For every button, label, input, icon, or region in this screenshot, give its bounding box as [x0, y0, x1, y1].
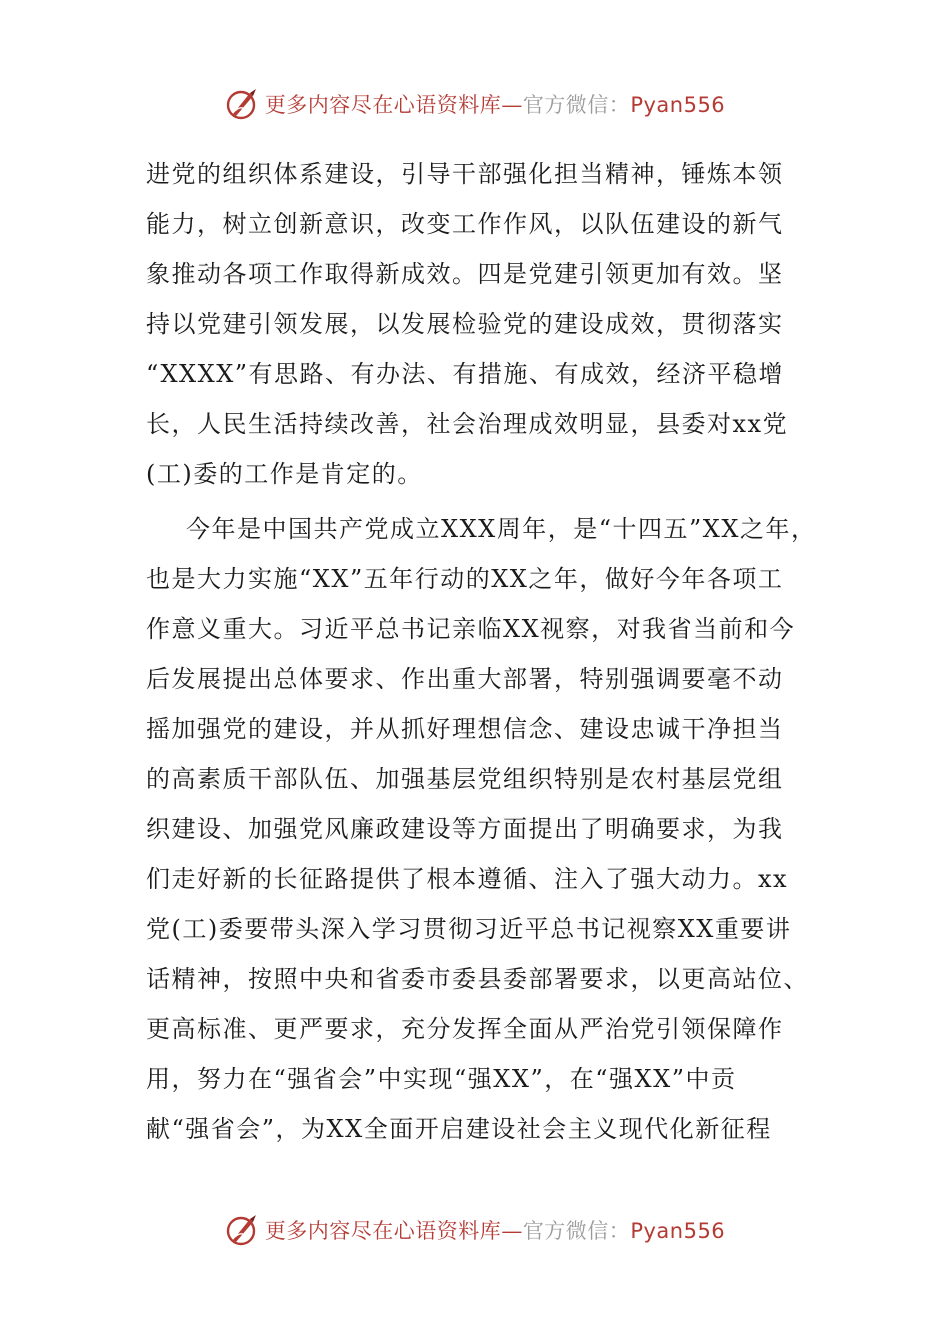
footer-site-text: 更多内容尽在心语资料库 [264, 1219, 502, 1243]
footer-banner [0, 1210, 950, 1250]
footer-wechat-id: Pyan556 [630, 1219, 726, 1243]
text-line: 也是大力实施“XX”五年行动的XX之年，做好今年各项工 [146, 565, 784, 593]
footer-wechat-label: 官方微信： [522, 1219, 631, 1243]
header-banner-text [265, 89, 725, 119]
footer-banner-text [265, 1215, 725, 1245]
text-line: 持以党建引领发展，以发展检验党的建设成效，贯彻落实 [146, 310, 784, 338]
paragraph-1 [146, 149, 806, 499]
text-line: 象推动各项工作取得新成效。四是党建引领更加有效。坚 [146, 260, 784, 288]
header-site-text: 更多内容尽在心语资料库 [264, 93, 502, 117]
text-line: 更高标准、更严要求，充分发挥全面从严治党引领保障作 [146, 1015, 784, 1043]
text-line: 的高素质干部队伍、加强基层党组织特别是农村基层党组 [146, 765, 784, 793]
header-separator: — [501, 93, 523, 117]
text-line: 摇加强党的建设，并从抓好理想信念、建设忠诚干净担当 [146, 715, 784, 743]
header-wechat-id: Pyan556 [630, 93, 726, 117]
text-line: 党(工)委要带头深入学习贯彻习近平总书记视察XX重要讲 [146, 915, 792, 943]
quill-pen-logo-icon [225, 87, 259, 121]
text-line: “XXXX”有思路、有办法、有措施、有成效，经济平稳增 [146, 360, 785, 388]
text-line: 今年是中国共产党成立XXX周年，是“十四五”XX之年， [186, 515, 817, 543]
paragraph-2 [146, 504, 817, 1154]
text-line: 进党的组织体系建设，引导干部强化担当精神，锤炼本领 [146, 160, 784, 188]
text-line: 们走好新的长征路提供了根本遵循、注入了强大动力。xx [146, 865, 789, 893]
quill-pen-logo-icon [225, 1213, 259, 1247]
text-line: 用，努力在“强省会”中实现“强XX”，在“强XX”中贡 [146, 1065, 737, 1093]
text-line: 长，人民生活持续改善，社会治理成效明显，县委对xx党 [146, 410, 789, 438]
document-body [146, 149, 817, 1154]
text-line: 话精神，按照中央和省委市委县委部署要求，以更高站位、 [146, 965, 809, 993]
header-banner [0, 84, 950, 124]
text-line: 织建设、加强党风廉政建设等方面提出了明确要求，为我 [146, 815, 784, 843]
footer-separator: — [501, 1219, 523, 1243]
text-line: 后发展提出总体要求、作出重大部署，特别强调要毫不动 [146, 665, 784, 693]
text-line: (工)委的工作是肯定的。 [146, 460, 423, 488]
text-line: 能力，树立创新意识，改变工作作风，以队伍建设的新气 [146, 210, 784, 238]
header-wechat-label: 官方微信： [522, 93, 631, 117]
text-line: 献“强省会”，为XX全面开启建设社会主义现代化新征程 [146, 1115, 772, 1143]
text-line: 作意义重大。习近平总书记亲临XX视察，对我省当前和今 [146, 615, 796, 643]
